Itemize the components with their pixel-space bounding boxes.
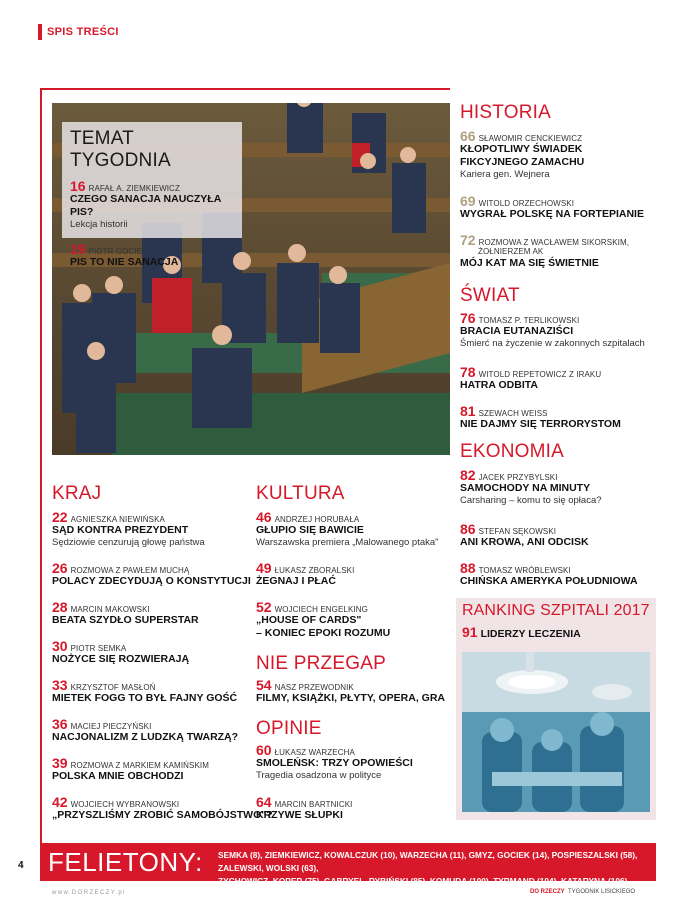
entry-title: PIS TO NIE SANACJA — [70, 256, 179, 268]
entry-title: SĄD KONTRA PREZYDENT — [52, 524, 189, 536]
page-number: 36 — [52, 716, 68, 732]
page-number: 60 — [256, 742, 272, 758]
author: ROZMOWA Z MARKIEM KAMIŃSKIM — [70, 761, 209, 770]
felietony-label: FELIETONY: — [48, 847, 203, 877]
entry-subtitle: Tragedia osadzona w polityce — [256, 770, 382, 781]
toc-entry[interactable] — [256, 599, 390, 640]
toc-entry[interactable] — [256, 677, 445, 705]
author: ŁUKASZ ZBORALSKI — [274, 566, 355, 575]
author: ANDRZEJ HORUBAŁA — [274, 515, 360, 524]
entry-title-line2: – KONIEC EPOKI ROZUMU — [256, 627, 391, 639]
entry-title: POLACY ZDECYDUJĄ O KONSTYTUCJI — [52, 575, 251, 587]
toc-entry[interactable] — [52, 716, 238, 744]
page-number: 54 — [256, 677, 272, 693]
page-number: 91 — [462, 624, 478, 640]
toc-entry[interactable] — [460, 310, 645, 350]
surgery-photo — [462, 652, 650, 812]
toc-entry[interactable] — [460, 193, 644, 221]
toc-entry[interactable] — [460, 560, 638, 588]
entry-title: KRZYWE SŁUPKI — [256, 809, 343, 821]
author: ROZMOWA Z PAWŁEM MUCHĄ — [70, 566, 190, 575]
entry-title: LIDERZY LECZENIA — [480, 628, 581, 640]
page-number-footer: 4 — [18, 860, 24, 871]
page-number: 78 — [460, 364, 476, 380]
entry-title: BEATA SZYDŁO SUPERSTAR — [52, 614, 199, 626]
author: KRZYSZTOF MASŁOŃ — [70, 683, 156, 692]
page-number: 16 — [70, 178, 86, 194]
page-number: 76 — [460, 310, 476, 326]
author: MARCIN MAKOWSKI — [70, 605, 150, 614]
page-number: 46 — [256, 509, 272, 525]
ranking-box[interactable] — [456, 598, 656, 820]
entry-title: NOŻYCE SIĘ ROZWIERAJĄ — [52, 653, 190, 665]
entry-subtitle: Sędziowie cenzurują głowę państwa — [52, 537, 205, 548]
author: MACIEJ PIECZYŃSKI — [70, 722, 152, 731]
toc-entry[interactable] — [460, 128, 584, 181]
felietony-line: ZYCHOWICZ, KOPER (75), GABRYEL, RYBIŃSKI (85), KOMUDA (100), TYRMAND (104), KATARYNA (106), ŁYSIAK (107) — [218, 876, 630, 899]
entry-title: NACJONALIZM Z LUDZKĄ TWARZĄ? — [52, 731, 239, 743]
felietony-line: SEMKA (8), ZIEMKIEWICZ, KOWALCZUK (10), WARZECHA (11), GMYZ, GOCIEK (14), POSPIESZALSKI (58), ZALEWSKI, WOLSKI (63), — [218, 850, 638, 873]
opinie-heading: OPINIE — [256, 718, 322, 739]
toc-entry[interactable] — [52, 794, 273, 822]
toc-entry[interactable] — [256, 742, 413, 782]
entry-title: NIE DAJMY SIĘ TERRORYSTOM — [460, 418, 621, 430]
author: MARCIN BARTNICKI — [274, 800, 353, 809]
toc-entry[interactable] — [52, 560, 251, 588]
page-number: 49 — [256, 560, 272, 576]
entry-title: WYGRAŁ POLSKĘ NA FORTEPIANIE — [460, 208, 644, 220]
entry-title: GŁUPIO SIĘ BAWICIE — [256, 524, 364, 536]
frame-top-line — [40, 88, 450, 90]
entry-title: FILMY, KSIĄŻKI, PŁYTY, OPERA, GRA — [256, 692, 446, 704]
toc-entry[interactable] — [256, 560, 354, 588]
entry-title: KŁOPOTLIWY ŚWIADEK — [460, 143, 583, 155]
toc-entry[interactable] — [256, 509, 439, 549]
page-number: 88 — [460, 560, 476, 576]
page-number: 81 — [460, 403, 476, 419]
page-number: 39 — [52, 755, 68, 771]
author: ŁUKASZ WARZECHA — [274, 748, 355, 757]
author-line2: ŻOŁNIERZEM AK — [478, 247, 544, 256]
entry-title: ANI KROWA, ANI ODCISK — [460, 536, 589, 548]
historia-heading: HISTORIA — [460, 102, 551, 123]
entry-title: SAMOCHODY NA MINUTY — [460, 482, 591, 494]
author: AGNIESZKA NIEWIŃSKA — [70, 515, 165, 524]
author: JACEK PRZYBYLSKI — [478, 473, 558, 482]
entry-subtitle: Lekcja historii — [70, 219, 128, 230]
author: WITOLD ORZECHOWSKI — [478, 199, 575, 208]
author: TOMASZ P. TERLIKOWSKI — [478, 316, 580, 325]
toc-entry[interactable] — [460, 232, 629, 270]
toc-entry[interactable] — [460, 364, 601, 392]
page-number: 64 — [256, 794, 272, 810]
toc-entry[interactable] — [460, 403, 621, 431]
entry-title: „PRZYSZLIŚMY ZROBIĆ SAMOBÓJSTWO"? — [52, 809, 273, 821]
page-number: 72 — [460, 232, 476, 248]
swiat-heading: ŚWIAT — [460, 285, 520, 306]
page-number: 30 — [52, 638, 68, 654]
brand-footer — [530, 889, 635, 895]
entry-title: HATRA ODBITA — [460, 379, 538, 391]
kultura-heading: KULTURA — [256, 483, 345, 504]
author: STEFAN SĘKOWSKI — [478, 527, 557, 536]
temat-heading: TEMAT TYGODNIA — [70, 128, 171, 171]
entry-title: BRACIA EUTANAZIŚCI — [460, 325, 574, 337]
author: RAFAŁ A. ZIEMKIEWICZ — [88, 184, 180, 193]
section-tag — [38, 24, 119, 40]
kraj-heading: KRAJ — [52, 483, 102, 504]
page-number: 28 — [52, 599, 68, 615]
page-number: 22 — [52, 509, 68, 525]
toc-entry[interactable] — [70, 178, 234, 231]
entry-title: ŻEGNAJ I PŁAĆ — [256, 575, 336, 587]
author: WOJCIECH ENGELKING — [274, 605, 368, 614]
section-tag-label: SPIS TREŚCI — [47, 26, 119, 38]
entry-title: MIETEK FOGG TO BYŁ FAJNY GOŚĆ — [52, 692, 238, 704]
toc-entry[interactable] — [460, 467, 602, 507]
page-number: 26 — [52, 560, 68, 576]
author: PIOTR GOCIEK — [88, 247, 148, 256]
author: ROZMOWA Z WACŁAWEM SIKORSKIM, — [478, 238, 630, 247]
brand-name: DO RZECZY — [530, 889, 565, 895]
page-number: 66 — [460, 128, 476, 144]
page-number: 69 — [460, 193, 476, 209]
toc-entry[interactable] — [52, 509, 205, 549]
entry-title: CZEGO SANACJA NAUCZYŁA PIS? — [70, 193, 221, 218]
entry-title: POLSKA MNIE OBCHODZI — [52, 770, 184, 782]
website-url[interactable]: www.DORZECZY.pl — [52, 890, 126, 896]
ekonomia-heading: EKONOMIA — [460, 441, 565, 462]
toc-entry[interactable] — [52, 677, 237, 705]
toc-entry[interactable] — [256, 794, 352, 822]
author: SZEWACH WEISS — [478, 409, 548, 418]
entry-subtitle: Śmierć na życzenie w zakonnych szpitalach — [460, 338, 645, 349]
entry-subtitle: Warszawska premiera „Malowanego ptaka" — [256, 537, 439, 548]
frame-left-line — [40, 88, 42, 850]
toc-entry[interactable] — [460, 521, 589, 549]
entry-title-line2: FIKCYJNEGO ZAMACHU — [460, 156, 585, 168]
author: WITOLD REPETOWICZ Z IRAKU — [478, 370, 602, 379]
brand-tagline: TYGODNIK LISICKIEGO — [568, 889, 636, 895]
nie-przegap-heading: NIE PRZEGAP — [256, 653, 386, 674]
entry-subtitle: Kariera gen. Wejnera — [460, 169, 550, 180]
author: NASZ PRZEWODNIK — [274, 683, 354, 692]
entry-title: MÓJ KAT MA SIĘ ŚWIETNIE — [460, 257, 599, 269]
temat-tygodnia-panel — [62, 122, 242, 268]
section-tag-bar — [38, 24, 42, 40]
ranking-heading: RANKING SZPITALI 2017 — [462, 602, 650, 619]
page-number: 82 — [460, 467, 476, 483]
entry-title: „HOUSE OF CARDS" — [256, 614, 362, 626]
toc-entry[interactable] — [52, 638, 189, 666]
toc-entry[interactable] — [52, 599, 199, 627]
author: SŁAWOMIR CENCKIEWICZ — [478, 134, 583, 143]
page-number: 42 — [52, 794, 68, 810]
author: TOMASZ WRÓBLEWSKI — [478, 566, 571, 575]
author: WOJCIECH WYBRANOWSKI — [70, 800, 180, 809]
page-number: 86 — [460, 521, 476, 537]
author: PIOTR SEMKA — [70, 644, 127, 653]
page-number: 52 — [256, 599, 272, 615]
toc-entry[interactable] — [70, 241, 234, 269]
entry-subtitle: Carsharing – komu to się opłaca? — [460, 495, 602, 506]
page-number: 19 — [70, 241, 86, 257]
toc-entry[interactable] — [52, 755, 209, 783]
entry-title: SMOLEŃSK: TRZY OPOWIEŚCI — [256, 757, 413, 769]
entry-title: CHIŃSKA AMERYKA POŁUDNIOWA — [460, 575, 638, 587]
page-number: 33 — [52, 677, 68, 693]
